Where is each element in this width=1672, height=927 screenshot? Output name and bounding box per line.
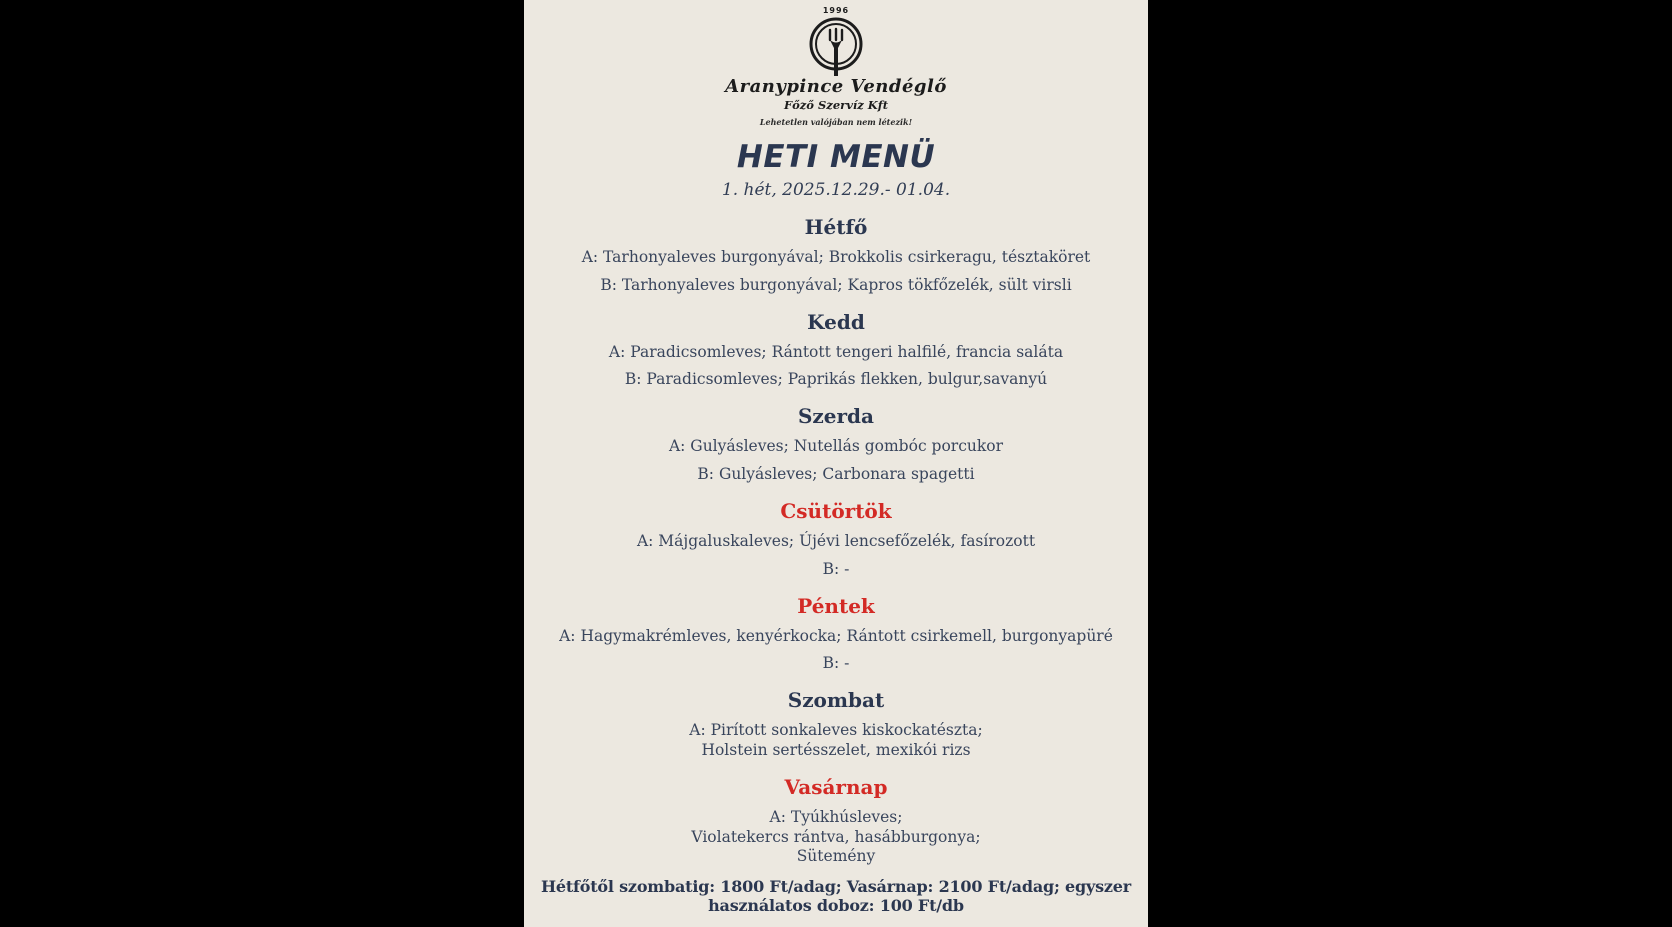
menu-line: A: Gulyásleves; Nutellás gombóc porcukor bbox=[668, 437, 1004, 456]
day-section-wednesday bbox=[524, 389, 1148, 484]
fork-plate-icon bbox=[803, 16, 869, 80]
day-list bbox=[524, 200, 1148, 866]
menu-line: A: Májgaluskaleves; Újévi lencsefőzelék, fasírozott bbox=[636, 531, 1036, 550]
day-heading: Kedd bbox=[807, 309, 865, 334]
menu-entry bbox=[524, 722, 1148, 760]
menu-line: A: Tyúkhúsleves; bbox=[769, 807, 903, 826]
menu-entry bbox=[524, 249, 1148, 267]
menu-entry bbox=[524, 809, 1148, 866]
restaurant-logo bbox=[725, 6, 947, 127]
menu-line: B: - bbox=[822, 559, 850, 578]
menu-line: B: Paradicsomleves; Paprikás flekken, bulgur,savanyú bbox=[624, 370, 1048, 389]
restaurant-subname: Főző Szervíz Kft bbox=[783, 98, 889, 112]
day-section-friday bbox=[524, 579, 1148, 674]
menu-line: A: Hagymakrémleves, kenyérkocka; Rántott csirkemell, burgonyapüré bbox=[559, 626, 1113, 645]
menu-entry bbox=[524, 533, 1148, 551]
day-section-thursday bbox=[524, 484, 1148, 579]
day-heading: Vasárnap bbox=[784, 774, 888, 799]
menu-entry bbox=[524, 655, 1148, 673]
menu-line: Sütemény bbox=[796, 847, 876, 866]
weekly-menu-sheet bbox=[524, 0, 1148, 927]
menu-line: Holstein sertésszelet, mexikói rizs bbox=[701, 740, 971, 759]
menu-line: B: - bbox=[822, 654, 850, 673]
menu-line: A: Paradicsomleves; Rántott tengeri halfilé, francia saláta bbox=[608, 342, 1064, 361]
day-section-tuesday bbox=[524, 295, 1148, 390]
menu-line: A: Pirított sonkaleves kiskockatészta; bbox=[689, 721, 983, 740]
menu-entry bbox=[524, 466, 1148, 484]
week-date-range: 1. hét, 2025.12.29.- 01.04. bbox=[721, 180, 951, 200]
menu-line: A: Tarhonyaleves burgonyával; Brokkolis csirkeragu, tésztaköret bbox=[581, 248, 1091, 266]
pricing-footer: Hétfőtől szombatig: 1800 Ft/adag; Vasárnap: 2100 Ft/adag; egyszer használatos doboz: 100 Ft/db bbox=[540, 877, 1132, 915]
menu-line: Violatekercs rántva, hasábburgonya; bbox=[691, 827, 981, 846]
menu-entry bbox=[524, 344, 1148, 362]
menu-entry bbox=[524, 628, 1148, 646]
menu-entry bbox=[524, 561, 1148, 579]
menu-entry bbox=[524, 277, 1148, 295]
restaurant-tagline: Lehetetlen valójában nem létezik! bbox=[759, 117, 913, 127]
restaurant-name: Aranypince Vendéglő bbox=[725, 76, 947, 97]
day-section-monday bbox=[524, 200, 1148, 295]
menu-line: B: Tarhonyaleves burgonyával; Kapros tökfőzelék, sült virsli bbox=[600, 275, 1072, 294]
day-heading: Hétfő bbox=[804, 215, 868, 239]
menu-line: B: Gulyásleves; Carbonara spagetti bbox=[697, 465, 975, 484]
logo-year: 1996 bbox=[822, 6, 850, 15]
day-section-sunday bbox=[524, 760, 1148, 866]
day-heading: Szombat bbox=[787, 688, 885, 713]
menu-entry bbox=[524, 438, 1148, 456]
day-section-saturday bbox=[524, 673, 1148, 760]
page-title: HETI MENÜ bbox=[736, 139, 936, 175]
day-heading: Szerda bbox=[797, 404, 874, 429]
day-heading: Csütörtök bbox=[780, 498, 892, 523]
menu-entry bbox=[524, 371, 1148, 389]
day-heading: Péntek bbox=[797, 593, 875, 618]
